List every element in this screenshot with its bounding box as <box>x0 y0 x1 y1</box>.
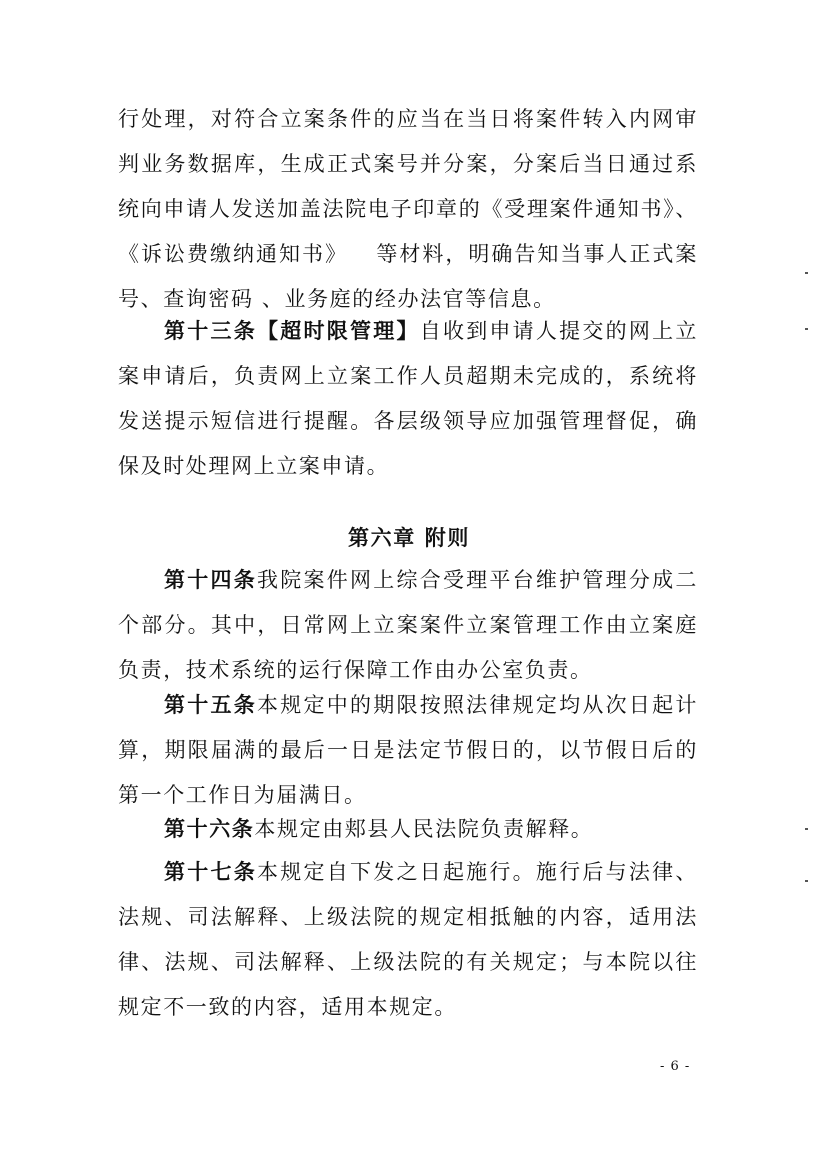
page-number: - 6 - <box>660 1059 691 1074</box>
continuation-paragraph <box>118 97 698 322</box>
continuation-text: 行处理，对符合立案条件的应当在当日将案件转入内网审判业务数据库，生成正式案号并分案，分案后当日通过系统向申请人发送加盖法院电子印章的《受理案件通知书》、《诉讼费缴纳通知书》 <box>118 107 698 266</box>
article-14-paragraph <box>118 557 698 693</box>
article-17-text: 本规定自下发之日起施行。施行后与法律、法规、司法解释、上级法院的规定相抵触的内容，适用法律、法规、司法解释、上级法院的有关规定；与本院以往规定不一致的内容，适用本规定。 <box>118 860 698 1019</box>
article-16-label: 第十六条 <box>164 816 255 841</box>
binding-mark <box>805 880 808 882</box>
article-14-text: 我院案件网上综合受理平台维护管理分成二个部分。其中，日常网上立案案件立案管理工作由立案庭负责，技术系统的运行保障工作由办公室负责。 <box>118 568 698 682</box>
article-16-paragraph <box>118 806 698 852</box>
article-13-label: 第十三条 <box>164 318 257 343</box>
article-15-text: 本规定中的期限按照法律规定均从次日起计算，期限届满的最后一日是法定节假日的，以节假日后的第一个工作日为届满日。 <box>118 693 698 807</box>
article-13-text: 自收到申请人提交的网上立案申请后，负责网上立案工作人员超期未完成的，系统将发送提示短信进行提醒。各层级领导应加强管理督促，确保及时处理网上立案申请。 <box>118 319 698 478</box>
continuation-tail-text: 等材料，明确告知当事人正式案号、查询密码 、业务庭的经办法官等信息。 <box>118 242 698 311</box>
binding-mark <box>805 328 808 330</box>
article-17-label: 第十七条 <box>164 859 257 884</box>
article-13-paragraph <box>118 308 698 489</box>
article-14-label: 第十四条 <box>164 567 257 592</box>
article-13-title: 【超时限管理】 <box>256 318 420 343</box>
article-15-label: 第十五条 <box>164 692 257 717</box>
article-15-paragraph <box>118 682 698 818</box>
article-16-text: 本规定由郏县人民法院负责解释。 <box>254 817 594 841</box>
binding-mark <box>805 828 808 830</box>
chapter-6-heading: 第六章 附则 <box>348 525 470 550</box>
article-17-paragraph <box>118 849 698 1030</box>
binding-mark <box>805 272 808 274</box>
